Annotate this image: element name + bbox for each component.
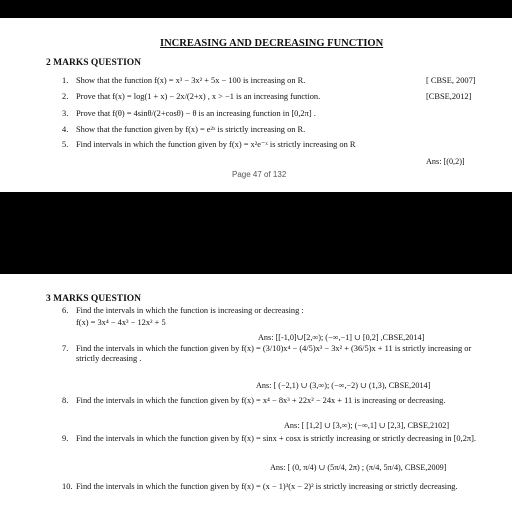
question-number: 4.: [62, 125, 69, 134]
question-text: Prove that f(x) = log(1 + x) − 2x/(2+x) , x > −1 is an increasing function.: [76, 92, 321, 101]
top-black-band: [0, 0, 512, 18]
page-47: [0, 18, 512, 192]
question-number: 1.: [62, 76, 69, 85]
page-number: Page 47 of 132: [232, 170, 287, 179]
answer-text: Ans: [[-1,0]∪[2,∞); (−∞,−1] ∪ [0,2] ,CBSE,2014]: [258, 333, 425, 342]
question-text: Show that the function f(x) = x³ − 3x² + 5x − 100 is increasing on R.: [76, 76, 306, 85]
question-formula: f(x) = 3x⁴ − 4x³ − 12x² + 5: [76, 318, 166, 327]
question-text: Find the intervals in which the function given by f(x) = x⁴ − 8x³ + 22x² − 24x + 11 is increasing or decreasing.: [76, 396, 446, 405]
question-number: 5.: [62, 140, 69, 149]
question-number: 10.: [62, 482, 73, 491]
page-48: [0, 274, 512, 512]
answer-text: Ans: [ (−2,1) ∪ (3,∞); (−∞,−2) ∪ (1,3), CBSE,2014]: [256, 381, 431, 390]
question-text: Show that the function given by f(x) = e²ˣ is strictly increasing on R.: [76, 125, 306, 134]
page-title: INCREASING AND DECREASING FUNCTION: [160, 38, 384, 49]
question-reference: [CBSE,2012]: [426, 92, 472, 101]
question-text: Find the intervals in which the function given by f(x) = (3/10)x⁴ − (4/5)x³ − 3x² + (36/5)x + 11 is strictly increasing or strictly decreasing .: [76, 344, 472, 363]
question-number: 6.: [62, 306, 69, 315]
answer-text: Ans: [ (0, π/4) ∪ (5π/4, 2π) ; (π/4, 5π/4), CBSE,2009]: [270, 463, 447, 472]
section-heading-3-marks: 3 MARKS QUESTION: [46, 294, 142, 304]
question-number: 2.: [62, 92, 69, 101]
question-text: Find the intervals in which the function is increasing or decreasing :: [76, 306, 304, 315]
question-text: Find the intervals in which the function given by f(x) = (x − 1)³(x − 2)² is strictly increasing or strictly decreasing.: [76, 482, 458, 491]
question-text: Find intervals in which the function given by f(x) = x²e⁻ˣ is strictly increasing on R: [76, 140, 356, 149]
question-number: 7.: [62, 344, 69, 353]
question-number: 9.: [62, 434, 69, 443]
answer-text: Ans: [(0,2)]: [426, 157, 465, 166]
question-text: Prove that f(θ) = 4sinθ/(2+cosθ) − θ is an increasing function in [0,2π] .: [76, 109, 316, 118]
question-text: Find the intervals in which the function given by f(x) = sinx + cosx is strictly increasing or strictly decreasing in [0,2π].: [76, 434, 477, 443]
question-number: 8.: [62, 396, 69, 405]
question-reference: [ CBSE, 2007]: [426, 76, 476, 85]
section-heading-2-marks: 2 MARKS QUESTION: [46, 58, 142, 68]
page-separator-band: [0, 192, 512, 274]
answer-text: Ans: [ [1,2] ∪ [3,∞); (−∞,1] ∪ [2,3], CBSE,2102]: [284, 421, 450, 430]
question-number: 3.: [62, 109, 69, 118]
